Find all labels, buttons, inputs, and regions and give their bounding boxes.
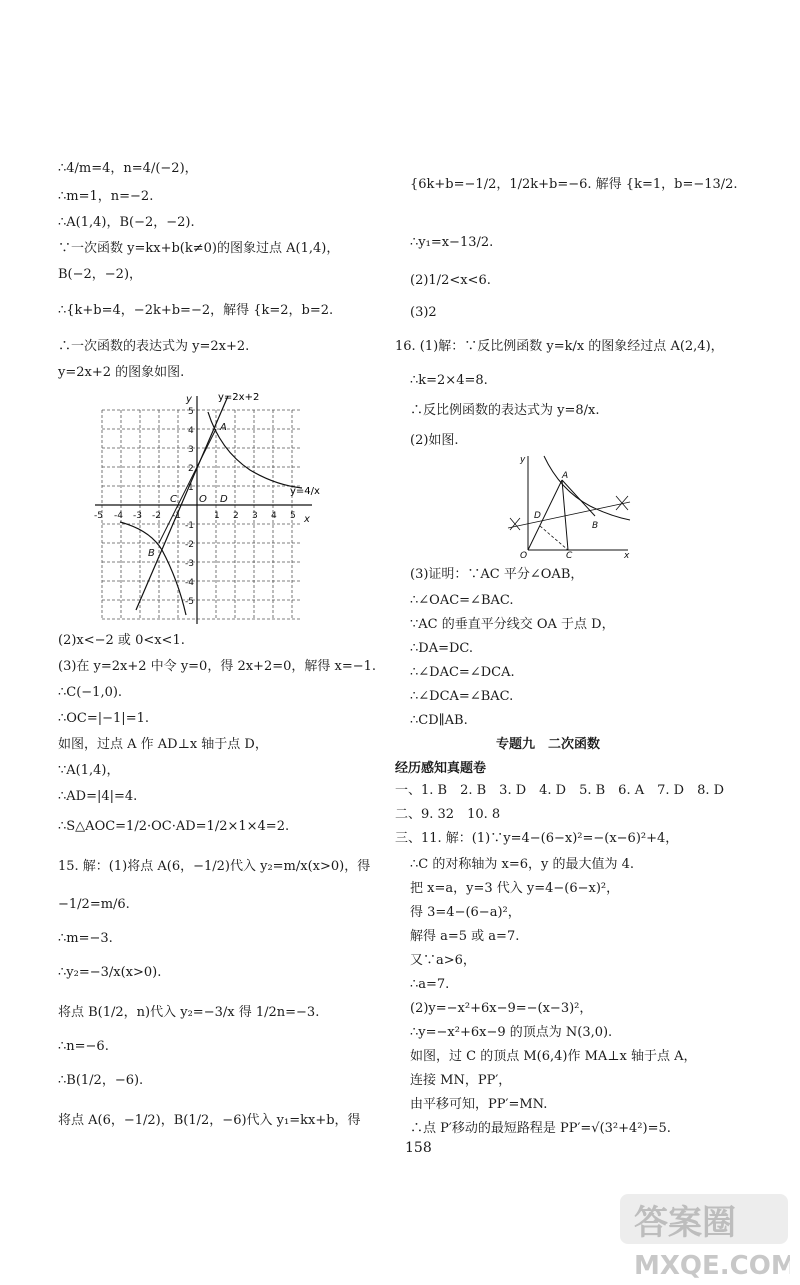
text-line: ∴{k+b=4，−2k+b=−2，解得 {k=2，b=2. [58,303,334,318]
svg-text:C: C [170,494,177,505]
text-line: ∵一次函数 y=kx+b(k≠0)的图象过点 A(1,4)， [58,241,340,256]
text-line: (2)1/2<x<6. [410,273,491,288]
svg-text:5: 5 [290,511,296,521]
text-line: ∴CD∥AB. [410,713,468,728]
text-line: ∴OC=|−1|=1. [58,711,149,726]
text-line: 如图，过 C 的顶点 M(6,4)作 MA⊥x 轴于点 A， [410,1049,697,1064]
text-line: ∴y₂=−3/x(x>0). [58,965,162,980]
text-line: ∴点 P′移动的最短路程是 PP′=√(3²+4²)=5. [410,1121,671,1136]
text-line: 三、11. 解：(1)∵y=4−(6−x)²=−(x−6)²+4， [395,831,679,846]
text-line: (2)如图. [410,433,459,448]
watermark-logo [620,1190,790,1280]
svg-text:3: 3 [252,511,258,521]
svg-text:x: x [624,551,630,560]
text-line: {6k+b=−1/2，1/2k+b=−6. 解得 {k=1，b=−13/2. [410,177,738,192]
text-line: y=2x+2 的图象如图. [58,365,185,380]
line-label: y=2x+2 [218,392,260,403]
graph-linear-inverse [90,390,320,630]
svg-text:D: D [534,511,541,521]
svg-text:O: O [199,494,207,505]
subsection-title: 经历感知真题卷 [395,761,487,776]
graph-construction [500,450,640,560]
svg-text:-5: -5 [185,597,194,607]
x-tick-labels [94,511,296,521]
text-line: ∴m=1，n=−2. [58,189,154,204]
svg-text:-3: -3 [133,511,142,521]
point-labels [148,394,310,559]
text-line: ∴B(1/2，−6). [58,1073,144,1088]
text-line: (3)证明：∵AC 平分∠OAB， [410,567,584,582]
svg-text:B: B [592,521,599,531]
text-line: ∴m=−3. [58,931,113,946]
text-line: (3)在 y=2x+2 中令 y=0，得 2x+2=0，解得 x=−1. [58,659,377,674]
text-line: 15. 解：(1)将点 A(6，−1/2)代入 y₂=m/x(x>0)，得 [58,859,371,874]
svg-text:-2: -2 [185,540,194,550]
svg-text:x: x [304,514,310,525]
svg-text:-4: -4 [114,511,123,521]
svg-text:C: C [566,551,573,560]
text-line: ∴∠OAC=∠BAC. [410,593,514,608]
text-line: 得 3=4−(6−a)²， [410,905,521,920]
text-line: ∴y₁=x−13/2. [410,235,494,250]
svg-text:-1: -1 [185,521,194,531]
svg-text:4: 4 [271,511,277,521]
arc-mark-left [510,518,520,530]
curve [544,456,630,520]
text-line: ∴DA=DC. [410,641,474,656]
text-line: B(−2，−2)， [58,267,143,282]
text-line: ∴A(1,4)，B(−2，−2). [58,215,195,230]
text-line: (3)2 [410,305,437,320]
text-line: ∴C 的对称轴为 x=6，y 的最大值为 4. [410,857,634,872]
section-title: 专题九 二次函数 [496,737,601,752]
y-tick-labels [185,407,194,607]
svg-text:y: y [520,455,526,465]
svg-text:O: O [520,551,528,560]
text-line: 又∵a>6， [410,953,476,968]
text-line: ∴∠DCA=∠BAC. [410,689,514,704]
text-line: 如图，过点 A 作 AD⊥x 轴于点 D， [58,737,268,752]
text-line: 二、9. 32 10. 8 [395,807,501,822]
text-line: 由平移可知，PP′=MN. [410,1097,548,1112]
svg-text:B: B [148,548,155,559]
curve-q3 [120,522,186,615]
watermark-text: 答案圈 [634,1203,736,1243]
svg-text:-3: -3 [185,559,194,569]
text-line: −1/2=m/6. [58,897,130,912]
page-number: 158 [405,1140,432,1156]
svg-text:A: A [220,422,227,433]
text-line: ∴y=−x²+6x−9 的顶点为 N(3,0). [410,1025,613,1040]
svg-text:D: D [220,494,228,505]
svg-text:-5: -5 [94,511,103,521]
text-line: 连接 MN，PP′， [410,1073,512,1088]
text-line: 把 x=a，y=3 代入 y=4−(6−x)²， [410,881,620,896]
text-line: ∴反比例函数的表达式为 y=8/x. [410,403,600,418]
svg-text:5: 5 [188,407,194,417]
text-line: ∴a=7. [410,977,450,992]
text-line: ∵A(1,4)， [58,763,120,778]
svg-text:MXQE.COM: MXQE.COM [634,1251,790,1280]
svg-text:1: 1 [214,511,220,521]
point-labels [519,455,630,560]
svg-text:2: 2 [233,511,239,521]
svg-text:-2: -2 [152,511,161,521]
text-line: ∵AC 的垂直平分线交 OA 于点 D， [410,617,615,632]
svg-text:A: A [562,471,569,481]
text-line: ∴一次函数的表达式为 y=2x+2. [58,339,250,354]
segment-dc [540,526,568,550]
text-line: 解得 a=5 或 a=7. [410,929,520,944]
curve-label: y=4/x [290,486,320,497]
text-line: ∴AD=|4|=4. [58,789,138,804]
text-line: ∴C(−1,0). [58,685,123,700]
svg-text:4: 4 [188,426,194,436]
text-line: 将点 A(6，−1/2)，B(1/2，−6)代入 y₁=kx+b，得 [58,1113,361,1128]
svg-text:-1: -1 [172,511,181,521]
svg-text:-4: -4 [185,578,194,588]
svg-text:y: y [186,394,192,405]
text-line: ∴∠DAC=∠DCA. [410,665,515,680]
text-line: (2)x<−2 或 0<x<1. [58,633,185,648]
text-line: (2)y=−x²+6x−9=−(x−3)²， [410,1001,593,1016]
svg-text:2: 2 [188,464,194,474]
text-line: 16. (1)解：∵反比例函数 y=k/x 的图象经过点 A(2,4)， [395,339,724,354]
text-line: 将点 B(1/2，n)代入 y₂=−3/x 得 1/2n=−3. [58,1005,320,1020]
svg-text:3: 3 [188,445,194,455]
text-line: ∴S△AOC=1/2·OC·AD=1/2×1×4=2. [58,819,290,834]
text-line: ∴n=−6. [58,1039,109,1054]
text-line: ∴4/m=4，n=4/(−2)， [58,161,198,176]
text-line: 一、1. B 2. B 3. D 4. D 5. B 6. A 7. D 8. D [395,783,725,798]
svg-text:1: 1 [188,483,194,493]
text-line: ∴k=2×4=8. [410,373,488,388]
